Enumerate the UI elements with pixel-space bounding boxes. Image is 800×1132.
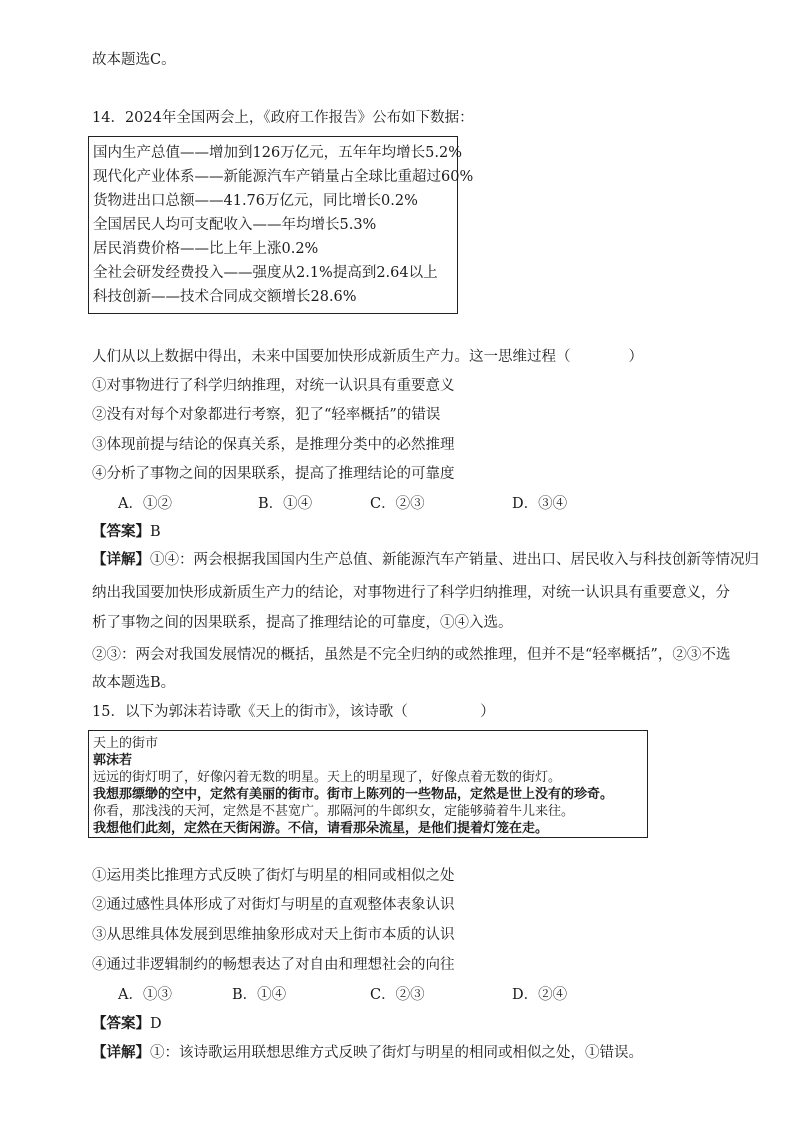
poem-line: 远远的街灯明了，好像闪着无数的明星。天上的明星现了，好像点着无数的街灯。: [93, 770, 562, 785]
poem-title: 天上的街市: [93, 736, 159, 751]
q14-box-row: 现代化产业体系——新能源汽车产销量占全球比重超过60%: [93, 169, 474, 185]
q15-detail-text: ①：该诗歌运用联想思维方式反映了街灯与明星的相同或相似之处，①错误。: [150, 1045, 643, 1061]
prev-conclusion: 故本题选C。: [92, 52, 176, 68]
q15-detail-line-1: [92, 1043, 643, 1063]
q15-statement-4: ④通过非逻辑制约的畅想表达了对自由和理想社会的向往: [92, 957, 455, 973]
q14-box-row: 全国居民人均可支配收入——年均增长5.3%: [93, 217, 377, 233]
q14-box-row: 居民消费价格——比上年上涨0.2%: [93, 241, 319, 257]
q14-statement-2: ②没有对每个对象都进行考察，犯了“轻率概括”的错误: [92, 407, 441, 423]
poem-line: 我想那缥缈的空中，定然有美丽的街市。街市上陈列的一些物品，定然是世上没有的珍奇。: [93, 787, 614, 802]
q14-statement-1: ①对事物进行了科学归纳推理，对统一认识具有重要意义: [92, 378, 455, 394]
q14-question: 人们从以上数据中得出，未来中国要加快形成新质生产力。这一思维过程（ ）: [92, 349, 643, 365]
q14-box-row: 全社会研发经费投入——强度从2.1%提高到2.64以上: [93, 265, 438, 281]
q15-answer-label: 【答案】: [92, 1015, 150, 1032]
q14-detail-line-2: 纳出我国要加快形成新质生产力的结论，对事物进行了科学归纳推理，对统一认识具有重要意义，分: [92, 585, 730, 601]
q14-conclusion: 故本题选B。: [92, 675, 176, 691]
q14-box-row: 国内生产总值——增加到126万亿元，五年年均增长5.2%: [93, 145, 463, 161]
poem-author: 郭沫若: [93, 753, 133, 768]
q14-answer-value: B: [150, 524, 161, 540]
q14-statement-4: ④分析了事物之间的因果联系，提高了推理结论的可靠度: [92, 466, 455, 482]
q14-option-b: B．①④: [258, 496, 313, 512]
q14-box-row: 科技创新——技术合同成交额增长28.6%: [93, 289, 357, 305]
q14-option-c: C．②③: [370, 496, 425, 512]
q15-stem: 15．以下为郭沫若诗歌《天上的街市》，该诗歌（ ）: [92, 704, 495, 720]
q14-option-d: D．③④: [512, 496, 568, 512]
q15-statement-3: ③从思维具体发展到思维抽象形成对天上街市本质的认识: [92, 927, 455, 943]
q14-statement-3: ③体现前提与结论的保真关系，是推理分类中的必然推理: [92, 437, 455, 453]
q15-option-c: C．②③: [370, 987, 425, 1003]
q14-detail-line-1: [92, 550, 759, 570]
q14-box-row: 货物进出口总额——41.76万亿元，同比增长0.2%: [93, 193, 418, 209]
q15-option-a: A．①③: [118, 987, 172, 1003]
q14-detail-line-4: ②③：两会对我国发展情况的概括，虽然是不完全归纳的或然推理，但并不是“轻率概括”，②③不选: [92, 647, 731, 663]
poem-line: 你看，那浅浅的天河，定然是不甚宽广。那隔河的牛郎织女，定能够骑着牛儿来往。: [93, 804, 575, 819]
q15-answer: [92, 1014, 162, 1034]
q15-statement-1: ①运用类比推理方式反映了街灯与明星的相同或相似之处: [92, 868, 455, 884]
poem-line: 我想他们此刻，定然在天街闲游。不信，请看那朵流星，是他们提着灯笼在走。: [93, 821, 549, 836]
q14-detail-text: ①④：两会根据我国国内生产总值、新能源汽车产销量、进出口、居民收入与科技创新等情况归: [150, 552, 759, 568]
q14-detail-line-3: 析了事物之间的因果联系，提高了推理结论的可靠度，①④入选。: [92, 615, 513, 631]
q15-statement-2: ②通过感性具体形成了对街灯与明星的直观整体表象认识: [92, 897, 455, 913]
q15-answer-value: D: [150, 1016, 162, 1032]
q14-answer-label: 【答案】: [92, 523, 150, 540]
q14-detail-label: 【详解】: [92, 551, 150, 568]
q14-answer: [92, 522, 161, 542]
q15-option-b: B．①④: [232, 987, 287, 1003]
q15-poem-box: [88, 730, 648, 838]
q14-data-box: [88, 136, 474, 314]
q14-option-a: A．①②: [118, 496, 172, 512]
q14-stem: 14．2024年全国两会上，《政府工作报告》公布如下数据：: [92, 110, 474, 126]
q15-option-d: D．②④: [512, 987, 568, 1003]
q15-detail-label: 【详解】: [92, 1044, 150, 1061]
